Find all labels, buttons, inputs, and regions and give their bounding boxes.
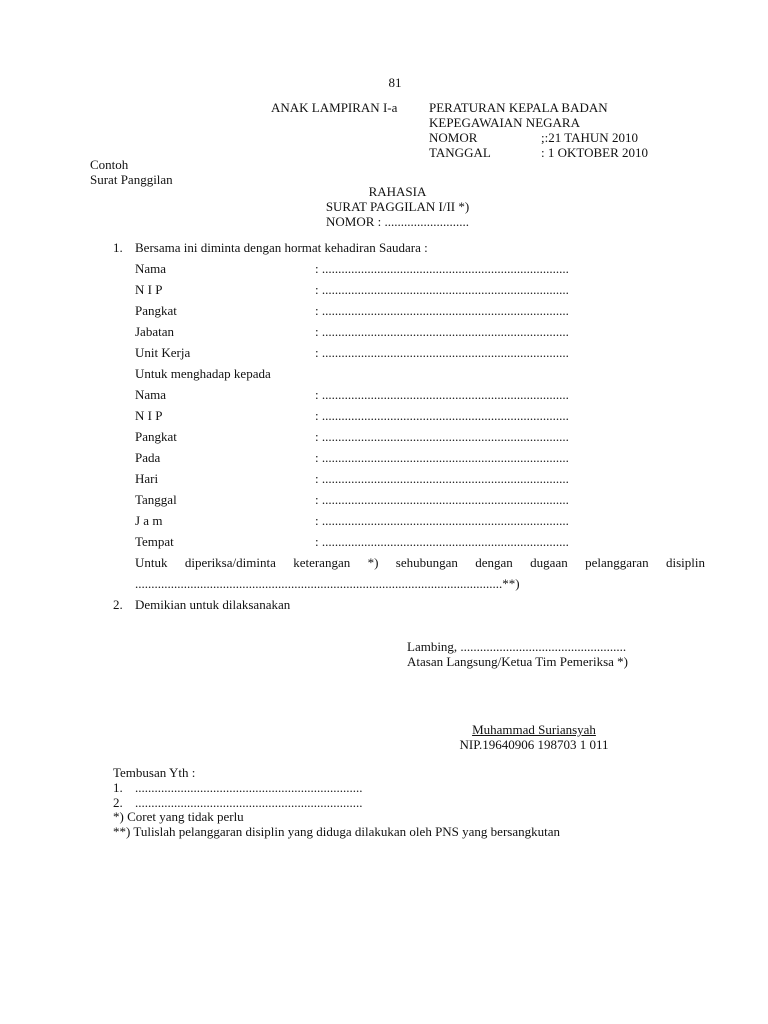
field-label: N I P [135,408,163,423]
signer-name: Muhammad Suriansyah [472,722,596,737]
field-value: : ............................................................................ [315,261,569,276]
tembusan-item-number: 2. [113,795,123,810]
classification-heading: RAHASIA [368,184,427,199]
field-value: : ............................................................................ [315,345,569,360]
keterangan-word: keterangan [293,555,351,570]
keterangan-word: disiplin [665,555,705,570]
lampiran-label: ANAK LAMPIRAN I-a [271,100,398,115]
lampiran-tanggal-value: : 1 OKTOBER 2010 [541,145,649,160]
signature-place: Lambing, ................................................... [407,639,627,654]
field-value: : ............................................................................ [315,387,569,402]
page-number: 81 [388,75,402,90]
keterangan-word: diperiksa/diminta [184,555,276,570]
letter-title: SURAT PAGGILAN I/II *) [325,199,470,214]
item-1-text: Bersama ini diminta dengan hormat kehadiran Saudara : [135,240,428,255]
signer-nip: NIP.19640906 198703 1 011 [459,737,609,752]
keterangan-word: dugaan [530,555,568,570]
keterangan-word: sehubungan [395,555,458,570]
field-value: : ............................................................................ [315,408,569,423]
tembusan-title: Tembusan Yth : [113,765,196,780]
lampiran-tanggal-key: TANGGAL [429,145,491,160]
field-value: : ............................................................................ [315,471,569,486]
keterangan-word: pelanggaran [585,555,649,570]
item-2-text: Demikian untuk dilaksanakan [135,597,291,612]
sample-label-2: Surat Panggilan [90,172,173,187]
lampiran-line-1: PERATURAN KEPALA BADAN [429,100,608,115]
field-label: Hari [135,471,159,486]
field-value: : ............................................................................ [315,513,569,528]
keterangan-word: dengan [475,555,513,570]
field-label: Nama [135,387,167,402]
footnote: *) Coret yang tidak perlu [113,809,244,824]
field-value: : ............................................................................ [315,429,569,444]
footnote: **) Tulislah pelanggaran disiplin yang diduga dilakukan oleh PNS yang bersangkutan [113,824,560,839]
field-value: : ............................................................................ [315,534,569,549]
field-label: Tanggal [135,492,177,507]
keterangan-dotted-line: .................................................................................................................**) [135,576,520,591]
field-label: Pangkat [135,303,177,318]
field-label: Nama [135,261,167,276]
item-1-number: 1. [113,240,123,255]
field-value: : ............................................................................ [315,282,569,297]
keterangan-word: *) [367,555,379,570]
sample-label-1: Contoh [90,157,129,172]
tembusan-item-value: ...................................................................... [135,780,363,795]
field-label: J a m [135,513,163,528]
tembusan-item-number: 1. [113,780,123,795]
field-label: N I P [135,282,163,297]
field-label: Pangkat [135,429,177,444]
item-2-number: 2. [113,597,123,612]
menghadap-label: Untuk menghadap kepada [135,366,271,381]
letter-number: NOMOR : .......................... [325,214,469,229]
field-label: Pada [135,450,161,465]
field-value: : ............................................................................ [315,450,569,465]
field-value: : ............................................................................ [315,303,569,318]
lampiran-line-2: KEPEGAWAIAN NEGARA [429,115,580,130]
field-value: : ............................................................................ [315,492,569,507]
lampiran-nomor-key: NOMOR [429,130,478,145]
field-label: Unit Kerja [135,345,191,360]
field-label: Tempat [135,534,174,549]
field-value: : ............................................................................ [315,324,569,339]
keterangan-word: Untuk [135,555,168,570]
signature-role: Atasan Langsung/Ketua Tim Pemeriksa *) [407,654,628,669]
field-label: Jabatan [135,324,174,339]
lampiran-nomor-value: ;:21 TAHUN 2010 [541,130,638,145]
tembusan-item-value: ...................................................................... [135,795,363,810]
keterangan-line [135,555,705,570]
